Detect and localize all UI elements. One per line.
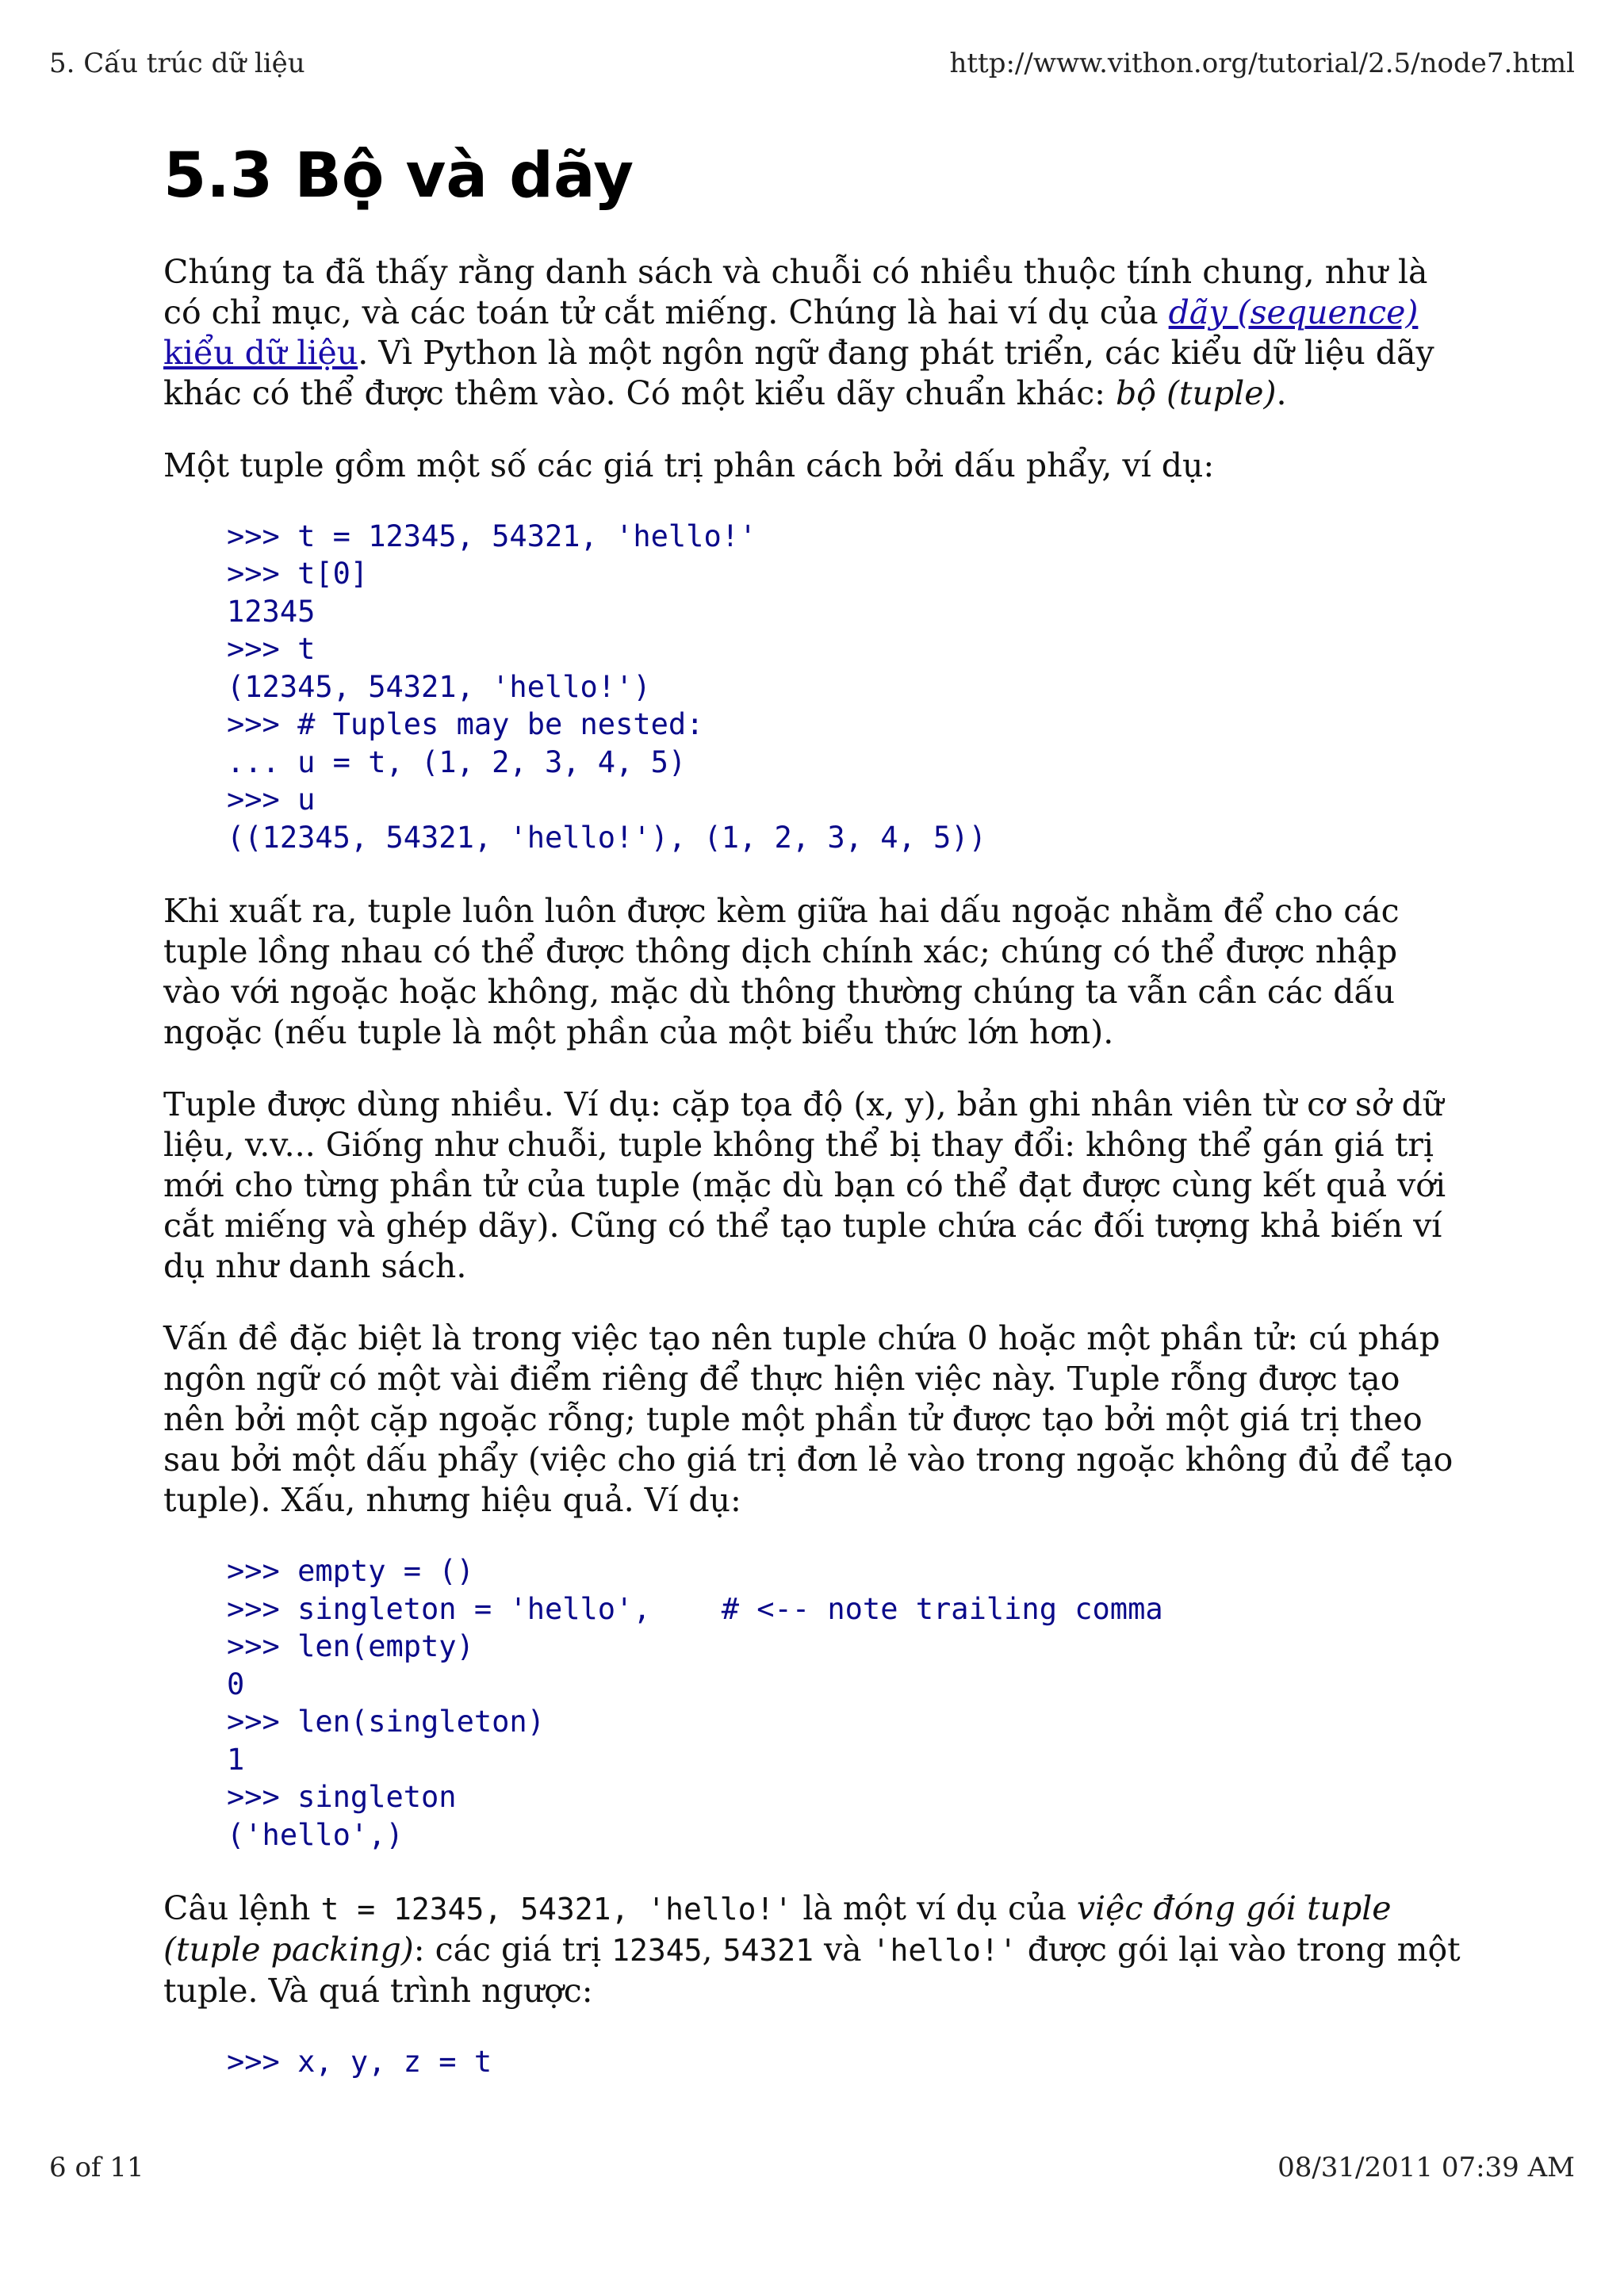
- code-line: 1: [227, 1742, 245, 1777]
- inline-code: t = 12345, 54321, 'hello!': [320, 1892, 793, 1927]
- section-title: 5.3 Bộ và dãy: [163, 140, 634, 212]
- code-line: 0: [227, 1667, 245, 1701]
- code-line: >>> # Tuples may be nested:: [227, 707, 704, 742]
- inline-code: 'hello!': [871, 1933, 1017, 1969]
- print-footer: [49, 2152, 1575, 2183]
- code-line: >>> t[0]: [227, 557, 369, 591]
- paragraph-output-parentheses: Khi xuất ra, tuple luôn luôn được kèm giữa hai dấu ngoặc nhằm để cho các tuple lồng nhau có thể được thông dịch chính xác; chúng có thể được nhập vào với ngoặc hoặc không, mặc dù thông thường chúng ta vẫn cần các dấu ngoặc (nếu tuple là một phần của một biểu thức lớn hơn).: [163, 892, 1400, 1052]
- paragraph-tuple-uses: Tuple được dùng nhiều. Ví dụ: cặp tọa độ (x, y), bản ghi nhân viên từ cơ sở dữ liệu, v.v... Giống như chuỗi, tuple không thể bị thay đổi: không thể gán giá trị mới cho từng phần tử của tuple (mặc dù bạn có thể đạt được cùng kết quả với cắt miếng và ghép dãy). Cũng có thể tạo tuple chứa các đối tượng khả biến ví dụ như danh sách.: [163, 1085, 1446, 1286]
- page-header-url: http://www.vithon.org/tutorial/2.5/node7.html: [949, 48, 1575, 79]
- code-block-empty-singleton: [227, 1552, 1464, 1854]
- code-line: ('hello',): [227, 1817, 404, 1852]
- tuple-term: bộ (tuple): [1116, 373, 1277, 412]
- print-timestamp: 08/31/2011 07:39 AM: [1277, 2152, 1575, 2183]
- inline-code: 54321: [722, 1933, 814, 1969]
- paragraph-tuple-definition: Một tuple gồm một số các giá trị phân cách bởi dấu phẩy, ví dụ:: [163, 446, 1215, 484]
- main-content: [163, 140, 1464, 2116]
- code-line: 12345: [227, 594, 316, 629]
- code-line: >>> singleton: [227, 1780, 457, 1815]
- code-line: ... u = t, (1, 2, 3, 4, 5): [227, 744, 687, 779]
- code-line: >>> u: [227, 783, 316, 817]
- code-block-unpacking: [227, 2043, 1464, 2081]
- code-line: >>> t: [227, 632, 316, 667]
- code-block-tuple-example: [227, 518, 1464, 857]
- code-line: ((12345, 54321, 'hello!'), (1, 2, 3, 4, 5)): [227, 820, 986, 855]
- code-line: >>> t = 12345, 54321, 'hello!': [227, 519, 757, 553]
- page-number: 6 of 11: [49, 2152, 144, 2183]
- code-line: (12345, 54321, 'hello!'): [227, 669, 651, 704]
- tuple-packing-term: việc đóng gói tuple (tuple packing): [163, 1889, 1392, 1969]
- code-line: >>> singleton = 'hello', # <-- note trailing comma: [227, 1591, 1163, 1626]
- page-header-title: 5. Cấu trúc dữ liệu: [49, 48, 305, 79]
- code-line: >>> len(singleton): [227, 1705, 545, 1739]
- inline-code: 12345: [611, 1933, 703, 1969]
- paragraph-intro: Chúng ta đã thấy rằng danh sách và chuỗi có nhiều thuộc tính chung, như là có chỉ mục, và các toán tử cắt miếng. Chúng là hai ví dụ của dãy (sequence) kiểu dữ liệu. Vì Python là một ngôn ngữ đang phát triển, các kiểu dữ liệu dãy khác có thể được thêm vào. Có một kiểu dãy chuẩn khác: bộ (tuple).: [163, 252, 1434, 412]
- code-line: >>> empty = (): [227, 1554, 474, 1589]
- code-line: >>> len(empty): [227, 1629, 474, 1664]
- sequence-type-link[interactable]: dãy (sequence) kiểu dữ liệu: [163, 293, 1419, 372]
- paragraph-empty-singleton: Vấn đề đặc biệt là trong việc tạo nên tuple chứa 0 hoặc một phần tử: cú pháp ngôn ngữ có một vài điểm riêng để thực hiện việc này. Tuple rỗng được tạo nên bởi một cặp ngoặc rỗng; tuple một phần tử được tạo bởi một giá trị theo sau bởi một dấu phẩy (việc cho giá trị đơn lẻ vào trong ngoặc không đủ để tạo tuple). Xấu, nhưng hiệu quả. Ví dụ:: [163, 1319, 1454, 1520]
- print-header: [49, 48, 1575, 79]
- code-line: >>> x, y, z = t: [227, 2045, 492, 2080]
- paragraph-tuple-packing: Câu lệnh t = 12345, 54321, 'hello!' là một ví dụ của việc đóng gói tuple (tuple packing): các giá trị 12345, 54321 và 'hello!' được gói lại vào trong một tuple. Và quá trình ngược:: [163, 1889, 1461, 2011]
